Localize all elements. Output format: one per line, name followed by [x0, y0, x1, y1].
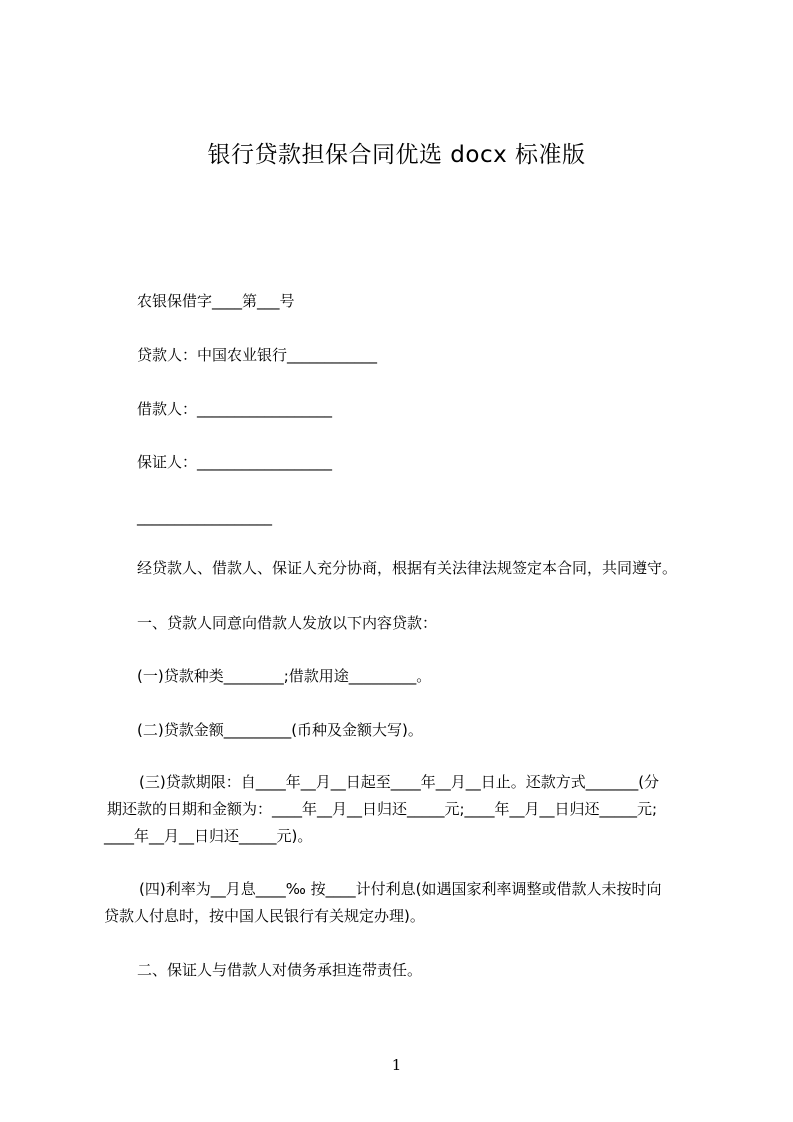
- clause-item-1: (一)贷款种类________;借款用途_________。: [137, 667, 432, 685]
- clause-item-3: [104, 769, 659, 850]
- document-title: 银行贷款担保合同优选 docx 标准版: [207, 142, 586, 168]
- intro-paragraph: 经贷款人、借款人、保证人充分协商，根据有关法律法规签定本合同，共同遵守。: [137, 559, 678, 577]
- clause-item-3-line-1: (三)贷款期限：自____年__月__日起至____年__月__日止。还款方式_______(分: [139, 773, 660, 791]
- page-number: 1: [391, 1056, 402, 1074]
- clause-item-4: [104, 876, 661, 930]
- guarantor-line: 保证人：__________________: [137, 453, 333, 471]
- clause-item-3-line-2: 期还款的日期和金额为：____年__月__日归还_____元;____年__月__日归还_____元;: [107, 800, 658, 818]
- section2-heading: 二、保证人与借款人对债务承担连带责任。: [137, 961, 423, 979]
- clause-item-3-line-3: ____年__月__日归还_____元)。: [104, 827, 313, 845]
- section1-heading: 一、贷款人同意向借款人发放以下内容贷款：: [137, 614, 438, 632]
- borrower-line: 借款人：__________________: [137, 400, 333, 418]
- blank-signature-line: __________________: [137, 508, 272, 526]
- clause-item-4-line-2: 贷款人付息时，按中国人民银行有关规定办理)。: [104, 907, 425, 925]
- lender-line: 贷款人：中国农业银行____________: [137, 346, 378, 364]
- clause-item-2: (二)贷款金额_________(币种及金额大写)。: [137, 721, 423, 739]
- clause-item-4-line-1: (四)利率为__月息____‰ 按____计付利息(如遇国家利率调整或借款人未按时向: [139, 880, 662, 898]
- contract-number-line: 农银保借字____第___号: [137, 292, 295, 310]
